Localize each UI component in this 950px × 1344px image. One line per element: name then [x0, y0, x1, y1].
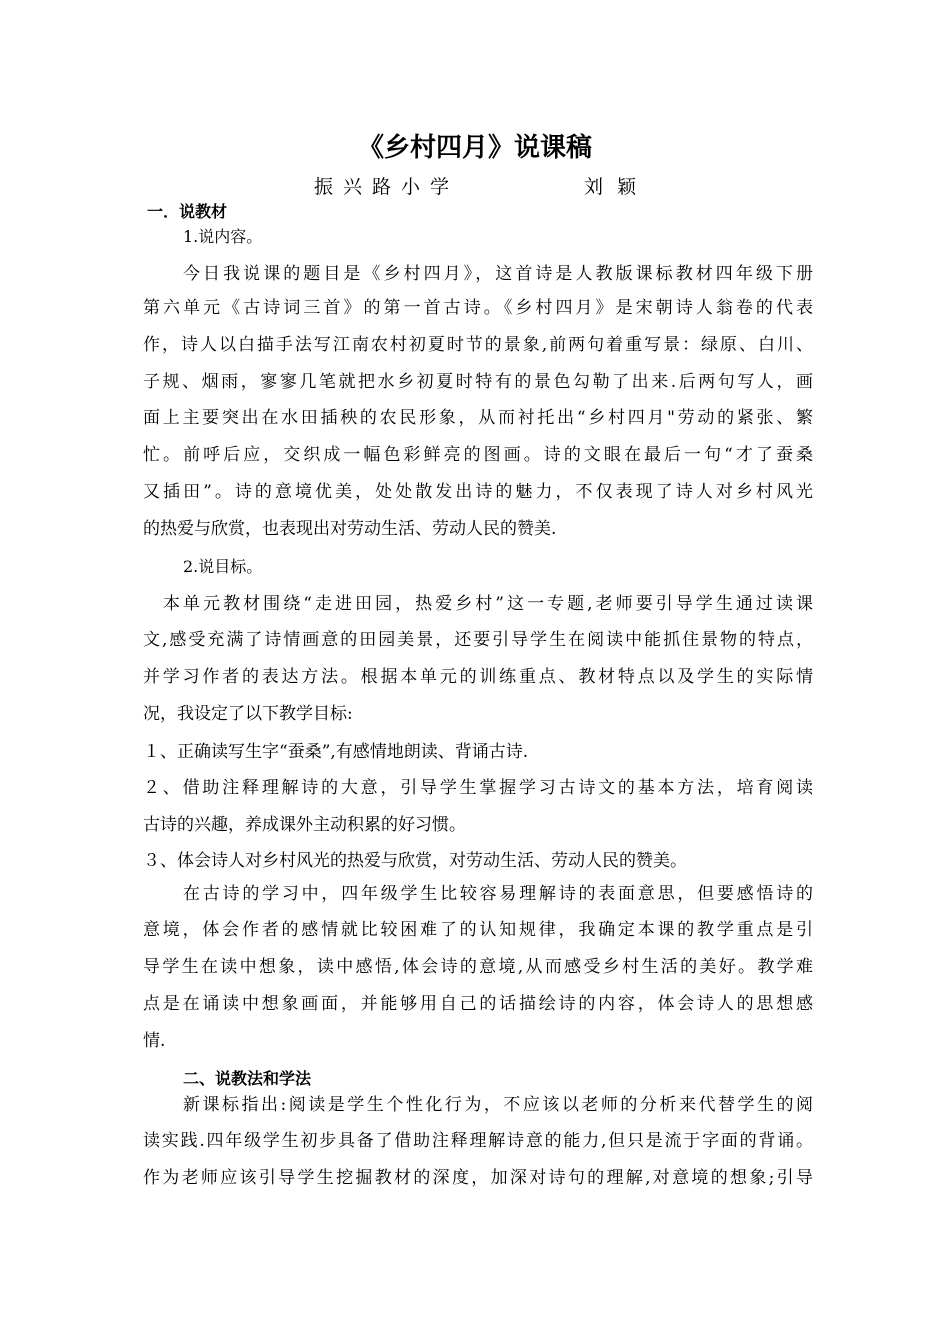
paragraph-line: 古诗的兴趣，养成课外主动积累的好习惯。 [143, 815, 466, 835]
paragraph-line: 点是在诵读中想象画面，并能够用自己的话描绘诗的内容，体会诗人的思想感 [143, 994, 813, 1014]
paragraph-line: 情. [143, 1031, 166, 1051]
section-heading-methods: 二、说教法和学法 [183, 1069, 312, 1088]
paragraph-line: 文,感受充满了诗情画意的田园美景，还要引导学生在阅读中能抓住景物的特点， [143, 630, 813, 650]
goal-item-2: ２、借助注释理解诗的大意，引导学生掌握学习古诗文的基本方法，培育阅读 [143, 778, 813, 798]
paragraph-line: 子规、烟雨，寥寥几笔就把水乡初夏时特有的景色勾勒了出来.后两句写人，画 [143, 372, 813, 392]
school-name: 振兴路小学 [314, 176, 460, 198]
paragraph-line: 读实践.四年级学生初步具备了借助注释理解诗意的能力,但只是流于字面的背诵。 [143, 1131, 813, 1151]
paragraph-line: 况，我设定了以下教学目标: [143, 704, 353, 724]
goal-item-1: １、正确读写生字“蚕桑”,有感情地朗读、背诵古诗. [143, 742, 529, 762]
paragraph-line: 今日我说课的题目是《乡村四月》，这首诗是人教版课标教材四年级下册 [183, 264, 813, 284]
subheading-goals: 2.说目标。 [183, 557, 263, 576]
document-title: 《乡村四月》说课稿 [357, 133, 592, 163]
section-heading-materials: 一．说教材 [147, 202, 228, 221]
paragraph-line: 并学习作者的表达方法。根据本单元的训练重点、教材特点以及学生的实际情 [143, 667, 813, 687]
paragraph-line: 作，诗人以白描手法写江南农村初夏时节的景象,前两句着重写景：绿原、白川、 [143, 335, 813, 355]
paragraph-line: 意境，体会作者的感情就比较困难了的认知规律，我确定本课的教学重点是引 [143, 920, 813, 940]
goal-item-3: ３、体会诗人对乡村风光的热爱与欣赏，对劳动生活、劳动人民的赞美。 [143, 851, 687, 871]
subheading-content: 1.说内容。 [183, 227, 263, 246]
paragraph-line: 的热爱与欣赏，也表现出对劳动生活、劳动人民的赞美. [143, 519, 557, 539]
paragraph-line: 忙。前呼后应，交织成一幅色彩鲜亮的图画。诗的文眼在最后一句“才了蚕桑 [143, 445, 813, 465]
paragraph-line: 作为老师应该引导学生挖掘教材的深度，加深对诗句的理解,对意境的想象;引导 [143, 1168, 813, 1188]
paragraph-line: 导学生在读中想象，读中感悟,体会诗的意境,从而感受乡村生活的美好。教学难 [143, 957, 813, 977]
paragraph-line: 新课标指出:阅读是学生个性化行为，不应该以老师的分析来代替学生的阅 [183, 1095, 813, 1115]
paragraph-line: 面上主要突出在水田插秧的农民形象，从而衬托出“乡村四月"劳动的紧张、繁 [143, 408, 813, 428]
paragraph-line: 又插田”。诗的意境优美，处处散发出诗的魅力，不仅表现了诗人对乡村风光 [143, 482, 813, 502]
paragraph-line: 第六单元《古诗词三首》的第一首古诗。《乡村四月》是宋朝诗人翁卷的代表 [143, 298, 813, 318]
author-name: 刘颖 [584, 176, 651, 198]
paragraph-line: 本单元教材围绕“走进田园，热爱乡村”这一专题,老师要引导学生通过读课 [163, 594, 813, 614]
paragraph-line: 在古诗的学习中，四年级学生比较容易理解诗的表面意思，但要感悟诗的 [183, 884, 813, 904]
